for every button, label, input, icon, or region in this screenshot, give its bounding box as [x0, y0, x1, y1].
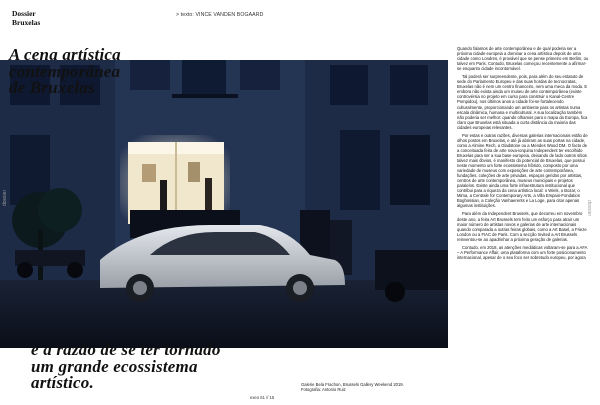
subtitle-line-1: e a razão de se ter tornado	[31, 340, 221, 359]
gallery-photo	[0, 60, 448, 348]
subtitle-line-2: um grande ecossistema	[31, 356, 198, 376]
photo-caption	[301, 382, 404, 392]
article-body	[457, 46, 589, 263]
paragraph: Por estas e outras razões, diversas galerias internacionais estão de olhos postos em Bruxelas, e até já abriram as suas portas na cidade, como a Almine Rech, a Gladstone ou a Mendes Wood DM. O facto de a conceituada feira de arte nova-iorquina Independent ter escolhido Bruxelas para ser a sua base europeia, deixando de lado outros sítios talvez mais óbvios, é manifesto do potencial de Bruxelas, que possui neste momento um forte ecossistema híbrido, composto por uma variedade de museus com exposições de arte contemporânea, fundações, coleções de arte privadas, espaços geridos por artistas, centros de arte contemporânea, museus municipais e projetos paralelos. Existe ainda uma forte infraestrutura institucional que contribui para a riqueza da cena artística local: o Wiels, o Bozar, o Mima, a Centrale for Contemporary Arts, a Villa Empain-Fondation Boghossian, a Coleção Vanhaerents e La Loge, para citar apenas algumas instituições.	[457, 132, 588, 209]
title-line-3: de Bruxelas	[9, 78, 95, 97]
title-line-1: A cena artística	[9, 45, 121, 64]
article-title	[9, 47, 121, 97]
paragraph: Para além da Independent Brussels, que decorreu em novembro deste ano, a feira Art Brussels tem feito um esforço para atrair um maior número de artistas novos e galerias de arte internacionais quando comparada a outras feiras globais, como a Art Basel, a Frieze London ou a FIAC de Paris. Com a secção Invited a Art Brussels reinventou-se ao apadrinhar a próxima geração de galerias.	[457, 211, 587, 242]
title-line-2: contemporânea	[9, 61, 121, 81]
side-tab-right: dossier	[586, 200, 592, 217]
section-line-1: Dossier	[12, 9, 36, 18]
caption-line-1: Galerie Bela Frachon, Brussels Gallery Weekend 2019.	[301, 382, 404, 387]
caption-line-2: Fotografia: Antonio Ruiz	[301, 387, 346, 393]
side-tab-left: dossier	[2, 189, 8, 206]
paragraph: Contudo, em 2018, as atenções mediáticas voltaram-se para a AFA – A Performance Affair, uma plataforma com um forte posicionamento internacional, apesar de o seu foco ser sobretudo europeu, por agora	[457, 244, 588, 260]
section-line-2: Bruxelas	[12, 17, 41, 27]
paragraph: Quando falamos de arte contemporânea e de qual poderia ser a próxima cidade europeia a dominar a cena artística depois de uma cidade como Londres, é provável que se pense primeiro em Berlim, ou talvez em Paris. Contudo, Bruxelas começou recentemente a afirmar-se enquanto cidade incontornável.	[457, 46, 589, 72]
page-number: exeo 61 // 15	[250, 395, 275, 400]
article-subtitle	[31, 342, 221, 392]
section-label	[12, 10, 40, 27]
author-credit: > texto: VINCE VANDEN BOGAARD	[176, 12, 264, 18]
paragraph: Tal poderá ser surpreendente, pois, para além do seu estatuto de sede do Parlamento Europeu e das suas hordas de tecnocratas, Bruxelas não é nem um centro financeiro, nem uma meca da moda. E embora não exista ainda um museu de arte contemporânea (existe controvérsia no projeto em curso para construir o Kanal-Centre Pompidou), nos últimos anos a cidade foi-se fortalecendo culturalmente, proporcionando um ambiente para os artistas numa escala dinâmica, humana e multicultural. A sua localização também não poderia ser melhor: quando olhamos para o mapa da Europa, fica claro que Bruxelas está situada a curta distância da maioria das cidades europeias relevantes.	[457, 74, 588, 130]
subtitle-line-3: artístico.	[31, 373, 94, 392]
